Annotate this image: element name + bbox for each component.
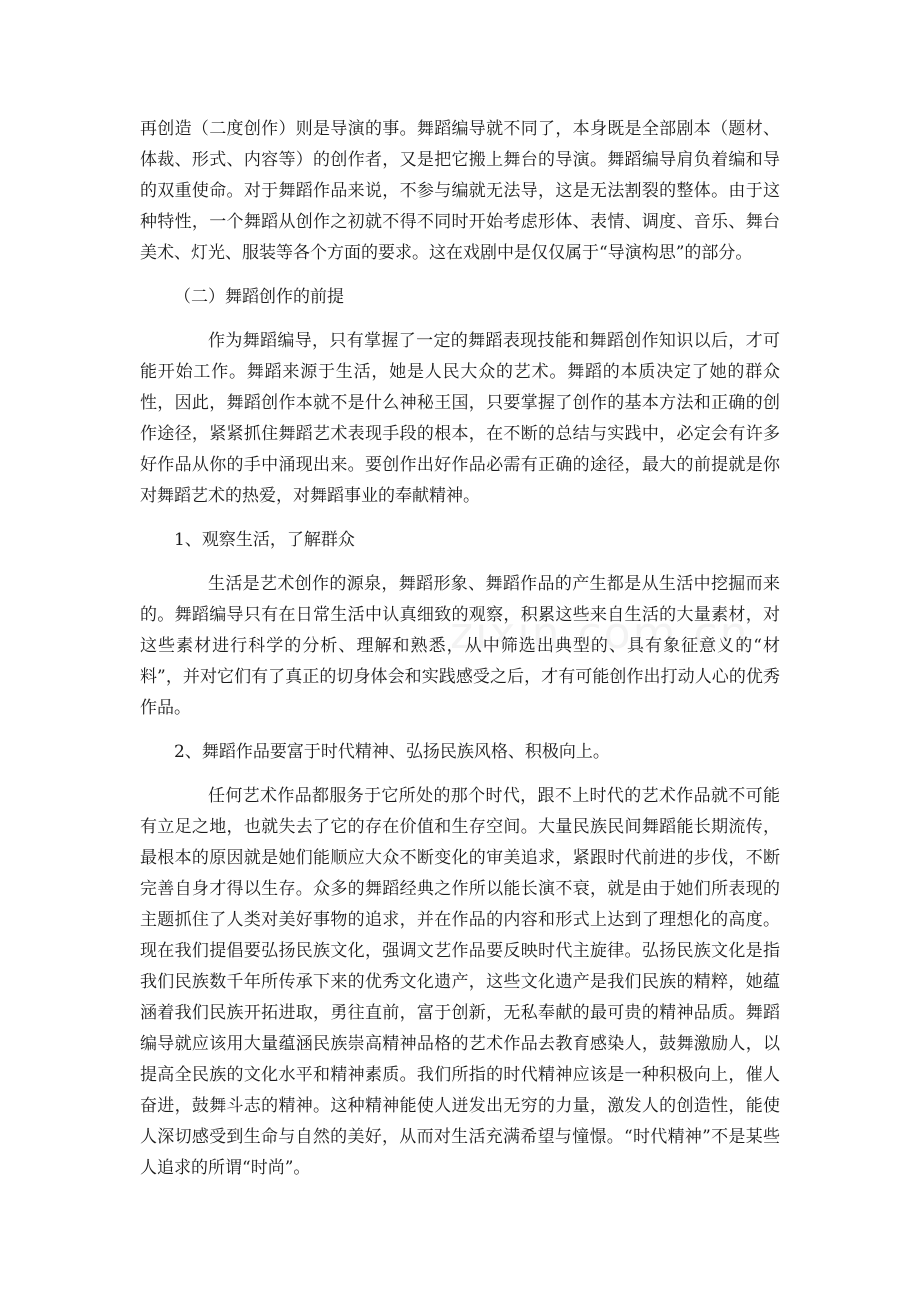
- paragraph-directing-role: 再创造（二度创作）则是导演的事。舞蹈编导就不同了，本身既是全部剧本（题材、体裁、形式、内容等）的创作者，又是把它搬上舞台的导演。舞蹈编导肩负着编和导的双重使命。对于舞蹈作品来说，不参与编就无法导，这是无法割裂的整体。由于这种特性，一个舞蹈从创作之初就不得不同时开始考虑形体、表情、调度、音乐、舞台美术、灯光、服装等各个方面的要求。这在戏剧中是仅仅属于“导演构思”的部分。: [140, 119, 780, 263]
- paragraph-premise: 作为舞蹈编导，只有掌握了一定的舞蹈表现技能和舞蹈创作知识以后，才可能开始工作。舞蹈来源于生活，她是人民大众的艺术。舞蹈的本质决定了她的群众性，因此，舞蹈创作本就不是什么神秘王国，只要掌握了创作的基本方法和正确的创作途径，紧紧抓住舞蹈艺术表现手段的根本，在不断的总结与实践中，必定会有许多好作品从你的手中涌现出来。要创作出好作品必需有正确的途径，最大的前提就是你对舞蹈艺术的热爱，对舞蹈事业的奉献精神。: [140, 331, 780, 506]
- subheading-era-spirit: 2、舞蹈作品要富于时代精神、弘扬民族风格、积极向上。: [174, 742, 610, 762]
- paragraph-era-spirit: 任何艺术作品都服务于它所处的那个时代，跟不上时代的艺术作品就不可能有立足之地，也就失去了它的存在价值和生存空间。大量民族民间舞蹈能长期流传，最根本的原因就是她们能顺应大众不断变化的审美追求，紧跟时代前进的步伐，不断完善自身才得以生存。众多的舞蹈经典之作所以能长演不衰，就是由于她们所表现的主题抓住了人类对美好事物的追求，并在作品的内容和形式上达到了理想化的高度。现在我们提倡要弘扬民族文化，强调文艺作品要反映时代主旋律。弘扬民族文化是指我们民族数千年所传承下来的优秀文化遗产，这些文化遗产是我们民族的精粹，她蕴涵着我们民族开拓进取，勇往直前，富于创新，无私奉献的最可贵的精神品质。舞蹈编导就应该用大量蕴涵民族崇高精神品格的艺术作品去教育感染人，鼓舞激励人，以提高全民族的文化水平和精神素质。我们所指的时代精神应该是一种积极向上，催人奋进，鼓舞斗志的精神。这种精神能使人迸发出无穷的力量，激发人的创造性，能使人深切感受到生命与自然的美好，从而对生活充满希望与憧憬。“时代精神”不是某些人追求的所谓“时尚”。: [140, 786, 780, 1178]
- subheading-observe-life: 1、观察生活，了解群众: [174, 530, 355, 550]
- document-body: [140, 114, 780, 1184]
- paragraph-observe-life: 生活是艺术创作的源泉，舞蹈形象、舞蹈作品的产生都是从生活中挖掘而来的。舞蹈编导只有在日常生活中认真细致的观察，积累这些来自生活的大量素材，对这些素材进行科学的分析、理解和熟悉，从中筛选出典型的、具有象征意义的“材料”，并对它们有了真正的切身体会和实践感受之后，才有可能创作出打动人心的优秀作品。: [140, 574, 780, 718]
- section-heading-premise: （二）舞蹈创作的前提: [174, 287, 344, 307]
